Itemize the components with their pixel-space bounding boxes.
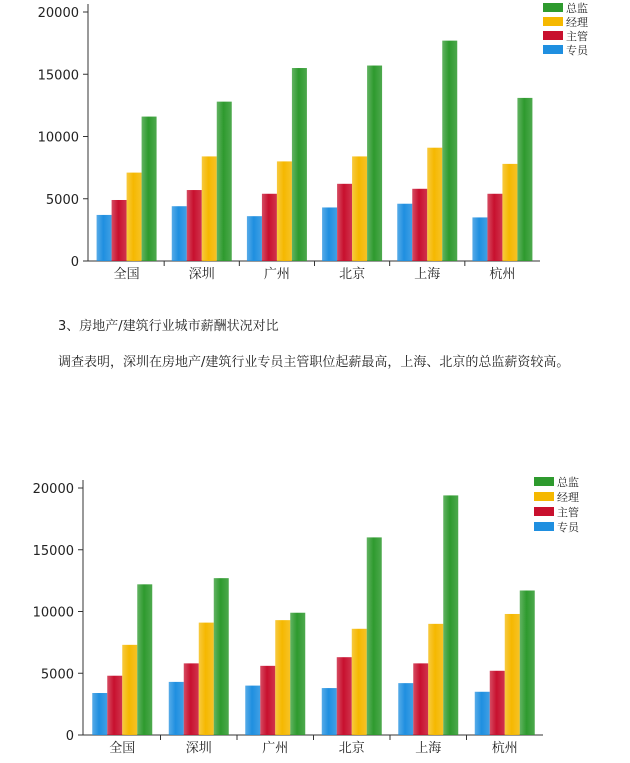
bar-经理-广州	[275, 620, 290, 735]
salary-chart-2	[0, 470, 630, 763]
bar-主管-全国	[107, 676, 122, 735]
bar-总监-北京	[367, 66, 382, 261]
salary-chart-1	[0, 0, 630, 290]
x-tick-label: 北京	[339, 267, 366, 282]
legend-label-专员: 专员	[566, 44, 588, 57]
bar-主管-全国	[112, 200, 127, 261]
x-tick-label: 全国	[113, 267, 140, 282]
y-tick-label: 10000	[32, 605, 74, 621]
bar-专员-广州	[245, 686, 260, 735]
bar-专员-北京	[322, 207, 337, 261]
bar-主管-深圳	[187, 190, 202, 261]
bar-主管-杭州	[487, 194, 502, 261]
legend-swatch-经理	[543, 17, 563, 26]
bar-主管-广州	[260, 666, 275, 735]
bar-专员-深圳	[169, 682, 184, 735]
y-tick-label: 0	[65, 729, 74, 744]
legend-label-主管: 主管	[566, 30, 588, 43]
bar-经理-杭州	[502, 164, 517, 261]
bar-总监-全国	[142, 117, 157, 261]
x-tick-label: 深圳	[188, 267, 215, 282]
bar-总监-北京	[367, 537, 382, 735]
bar-总监-上海	[443, 495, 458, 735]
legend-swatch-经理	[534, 492, 554, 501]
bar-主管-广州	[262, 194, 277, 261]
legend-swatch-主管	[534, 507, 554, 516]
legend-label-经理: 经理	[557, 491, 579, 504]
y-tick-label: 10000	[37, 130, 79, 146]
bar-经理-上海	[427, 148, 442, 261]
bar-总监-上海	[442, 41, 457, 261]
bar-总监-广州	[290, 613, 305, 735]
y-tick-label: 20000	[32, 482, 74, 497]
bar-主管-上海	[413, 663, 428, 735]
bar-专员-广州	[247, 216, 262, 261]
bar-主管-杭州	[490, 671, 505, 735]
bar-主管-深圳	[184, 663, 199, 735]
bar-经理-北京	[352, 629, 367, 735]
bar-总监-深圳	[214, 578, 229, 735]
legend-swatch-主管	[543, 31, 563, 40]
legend-swatch-专员	[543, 45, 563, 54]
legend-label-总监: 总监	[557, 476, 579, 489]
y-tick-label: 15000	[32, 543, 74, 559]
x-tick-label: 广州	[263, 267, 290, 282]
bar-主管-北京	[337, 657, 352, 735]
y-tick-label: 20000	[37, 6, 79, 21]
bar-总监-深圳	[217, 102, 232, 261]
x-tick-label: 广州	[262, 741, 289, 756]
legend-label-总监: 总监	[566, 2, 588, 15]
legend-label-专员: 专员	[557, 521, 579, 534]
x-tick-label: 深圳	[185, 741, 212, 756]
bar-专员-全国	[97, 215, 112, 261]
bar-专员-北京	[322, 688, 337, 735]
x-tick-label: 上海	[415, 741, 442, 756]
x-tick-label: 北京	[338, 741, 365, 756]
bar-经理-深圳	[199, 623, 214, 735]
bar-经理-深圳	[202, 156, 217, 261]
legend-swatch-专员	[534, 522, 554, 531]
x-tick-label: 上海	[414, 267, 441, 282]
bar-专员-上海	[397, 204, 412, 261]
bar-总监-杭州	[517, 98, 532, 261]
bar-经理-北京	[352, 156, 367, 261]
bar-主管-上海	[412, 189, 427, 261]
legend-label-主管: 主管	[557, 506, 579, 519]
legend-label-经理: 经理	[566, 16, 588, 29]
bar-专员-杭州	[472, 217, 487, 261]
bar-总监-广州	[292, 68, 307, 261]
bar-经理-全国	[127, 173, 142, 261]
bar-经理-全国	[122, 645, 137, 735]
y-tick-label: 0	[70, 255, 79, 270]
legend-swatch-总监	[534, 477, 554, 486]
y-tick-label: 5000	[40, 667, 74, 683]
y-tick-label: 15000	[37, 68, 79, 84]
bar-经理-杭州	[505, 614, 520, 735]
bar-专员-上海	[398, 683, 413, 735]
survey-paragraph: 调查表明，深圳在房地产/建筑行业专员主管职位起薪最高，上海、北京的总监薪资较高。	[58, 355, 570, 370]
section-heading: 3、房地产/建筑行业城市薪酬状况对比	[58, 319, 279, 334]
x-tick-label: 杭州	[489, 267, 516, 282]
bar-经理-上海	[428, 624, 443, 735]
x-tick-label: 全国	[109, 741, 136, 756]
bar-总监-全国	[137, 584, 152, 735]
y-tick-label: 5000	[45, 192, 79, 208]
bar-经理-广州	[277, 161, 292, 261]
x-tick-label: 杭州	[491, 741, 518, 756]
bar-专员-杭州	[475, 692, 490, 735]
bar-总监-杭州	[520, 591, 535, 735]
bar-主管-北京	[337, 184, 352, 261]
bar-专员-全国	[92, 693, 107, 735]
bar-专员-深圳	[172, 206, 187, 261]
legend-swatch-总监	[543, 3, 563, 12]
